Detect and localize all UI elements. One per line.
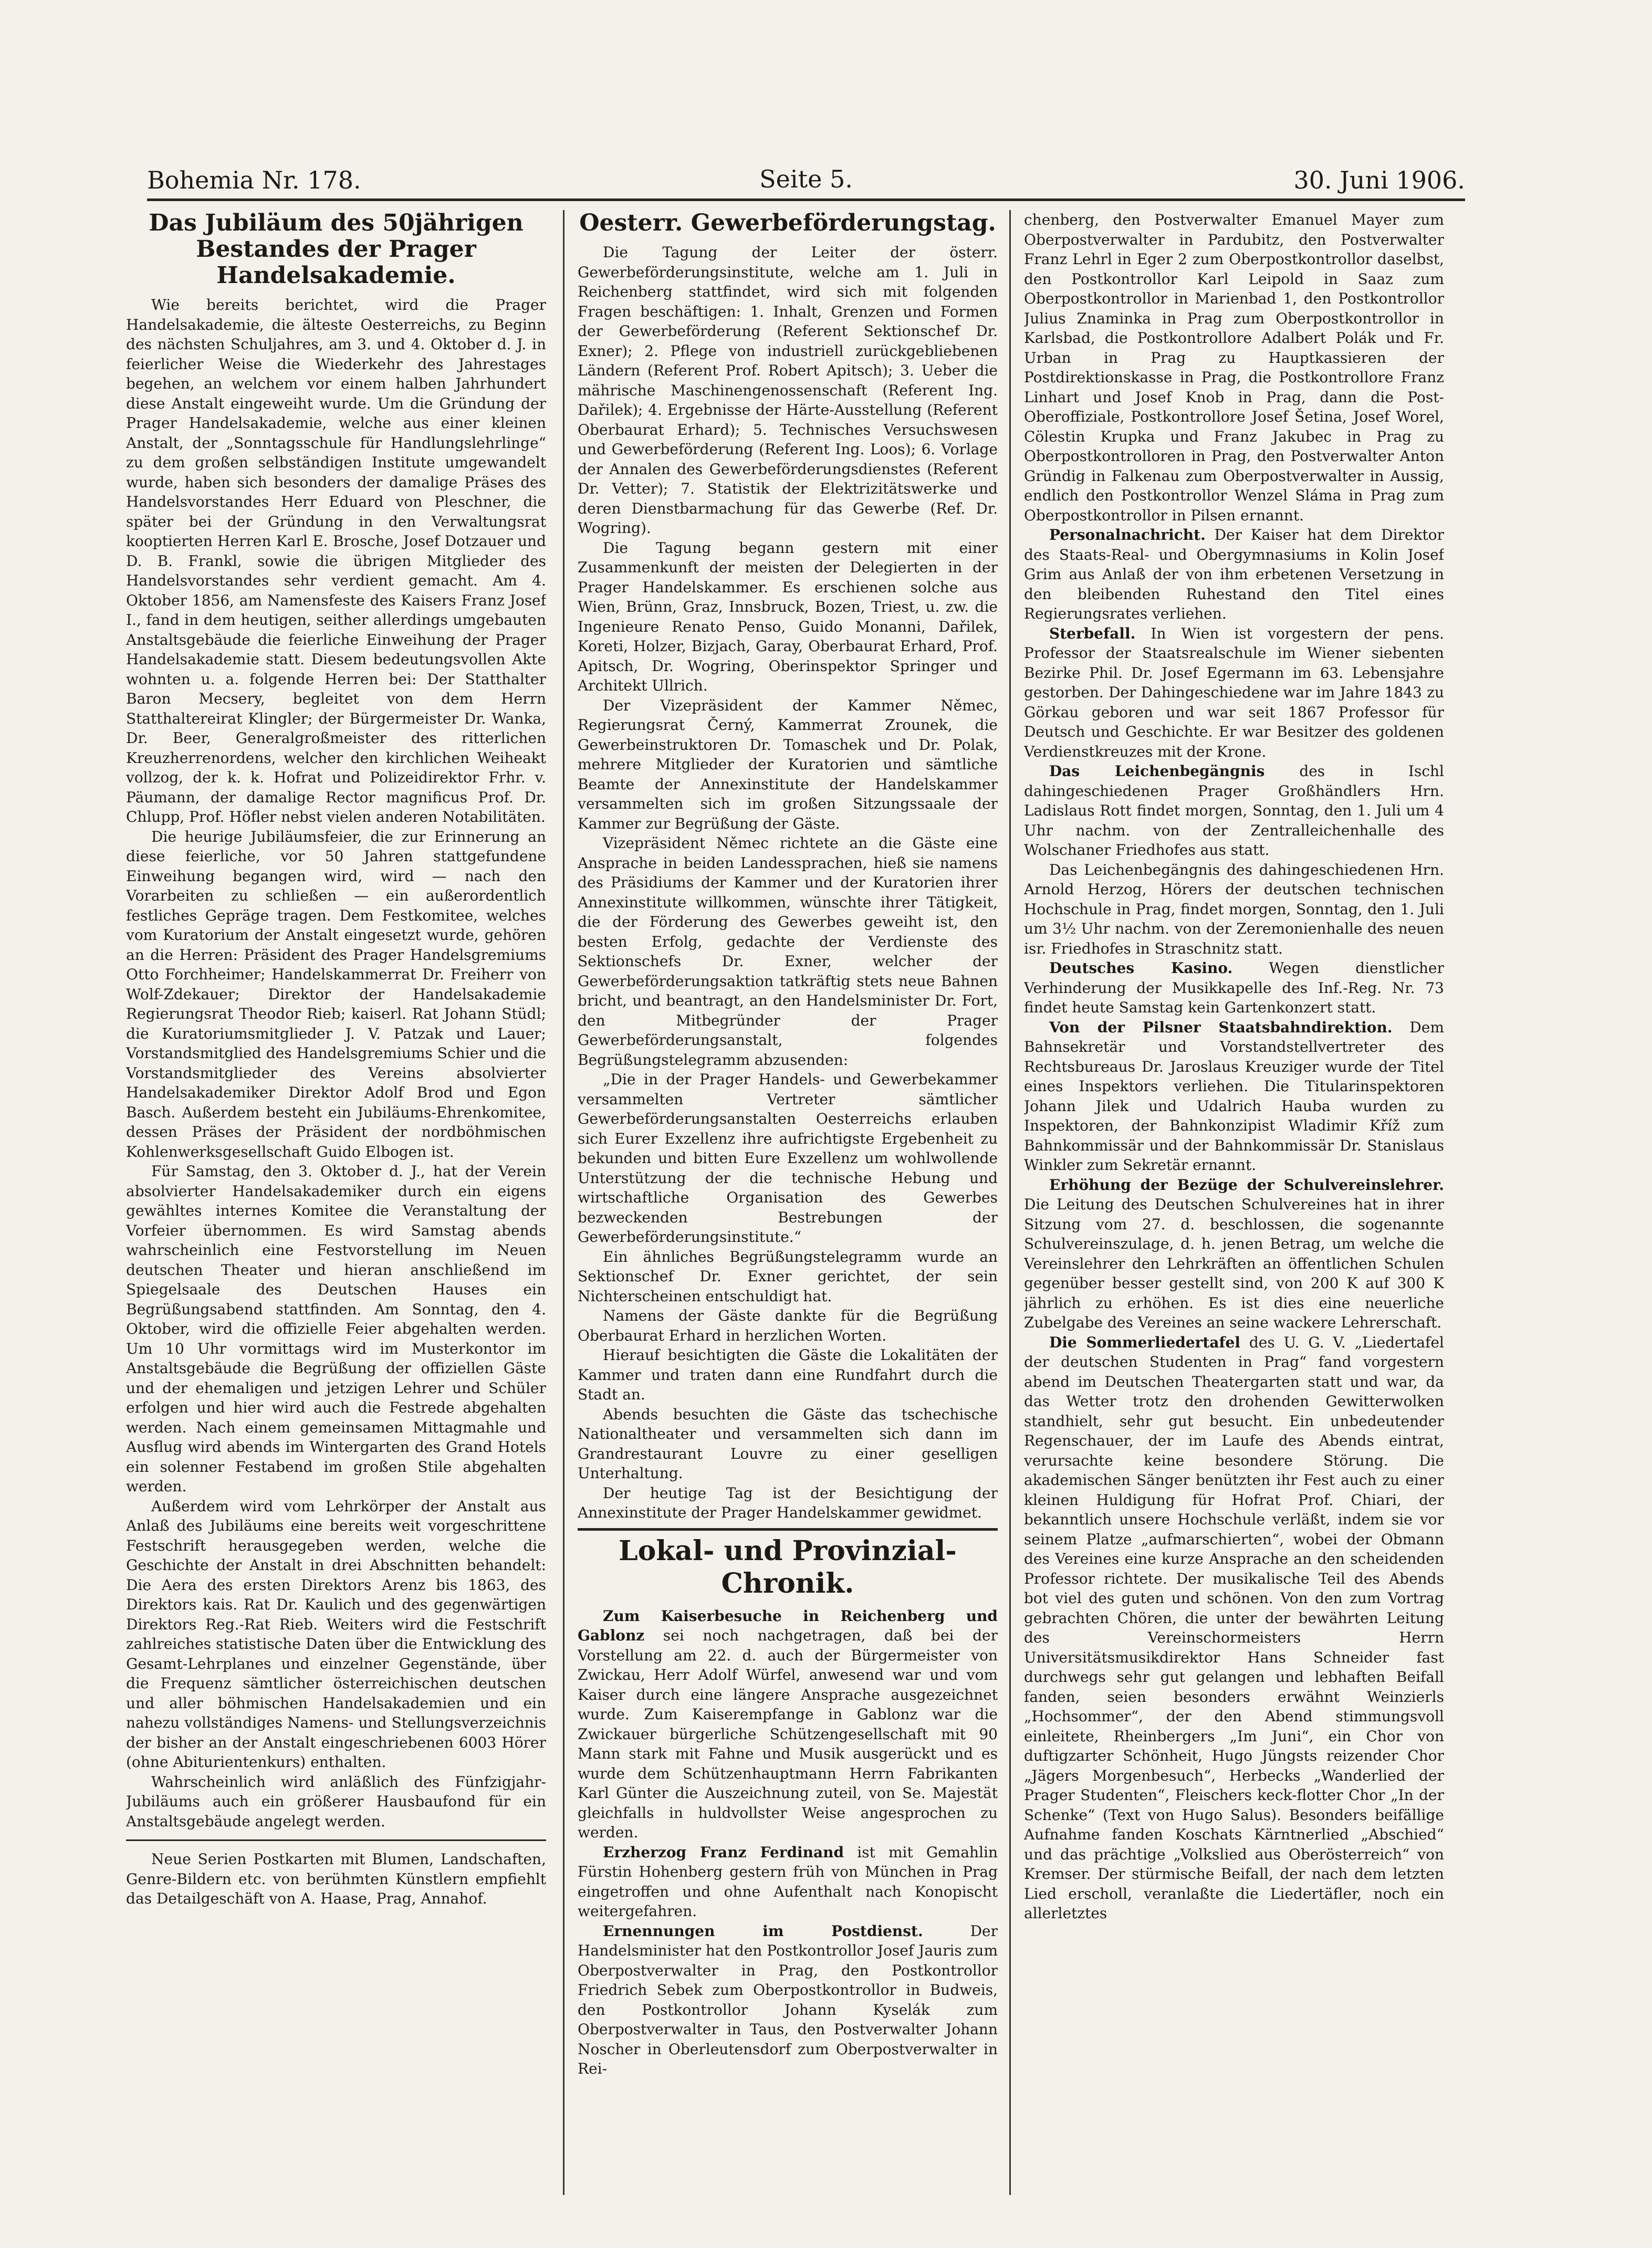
article-paragraph: Ein ähnliches Begrüßungstelegramm wurde an Sektionschef Dr. Exner gerichtet, der sein Nichterscheinen entschuldigt hat. xyxy=(578,1248,998,1305)
article-title: Das Jubiläum des 50jährigen Bestandes der Prager Handelsakademie. xyxy=(149,210,524,289)
article-paragraph: Abends besuchten die Gäste das tschechische Nationaltheater und versammelten sich dann im Grandrestaurant Louvre zu einer geselligen Unterhaltung. xyxy=(578,1405,998,1482)
column-1 xyxy=(126,210,546,2200)
news-item-body: Dem Bahnsekretär und Vorstandstellvertreter des Rechtsbureaus Dr. Jaroslaus Kreuziger wurde der Titel eines Inspektors verliehen. Die Titularinspektoren Johann Jilek und Udalrich Hauba wurden zu Inspektoren, der Bahnkonzipist Wladimir Kříž zum Bahnkommissär und der Bahnkommissär Dr. Stanislaus Winkler zum Sekretär ernannt. xyxy=(1024,1018,1444,1174)
news-item-body: sei noch nachgetragen, daß bei der Vorstellung am 22. d. auch der Bürgermeister von Zwickau, Herr Adolf Würfel, anwesend war und vom Kaiser durch eine längere Ansprache ausgezeichnet wurde. Zum Kaiserempfange in Gablonz war die Zwickauer bürgerliche Schützengesellschaft mit 90 Mann stark mit Fahne und Musik ausgerückt und es wurde dem Schützenhauptmann Herrn Fabrikanten Karl Günter die Auszeichnung zuteil, von Se. Majestät gleichfalls in huldvollster Weise angesprochen zu werden. xyxy=(578,1627,998,1841)
article-paragraph: Die Tagung begann gestern mit einer Zusammenkunft der meisten der Delegierten in der Prager Handelskammer. Es erschienen solche aus Wien, Brünn, Graz, Innsbruck, Bozen, Triest, u. zw. die Ingenieure Renato Penso, Guido Monanni, Dařilek, Koreti, Holzer, Bizjach, Garay, Oberbaurat Erhard, Prof. Apitsch, Dr. Wogring, Oberinspektor Springer und Architekt Ullrich. xyxy=(578,539,998,694)
article-quote: „Die in der Prager Handels- und Gewerbekammer versammelten Vertreter sämtlicher Gewerbeförderungsanstalten Oesterreichs erlauben sich Eurer Exzellenz ihre aufrichtigste Ergebenheit zu bekunden und bitten Eure Exzellenz um wohlwollende Unterstützung der die technische Hebung und wirtschaftliche Organisation des Gewerbes bezweckenden Bestrebungen der Gewerbeförderungsinstitute.“ xyxy=(578,1071,998,1246)
news-item xyxy=(1024,958,1444,1018)
news-item xyxy=(1024,1333,1444,1923)
news-item xyxy=(1024,1018,1444,1175)
news-item xyxy=(578,1921,998,2079)
header-page-number: Seite 5. xyxy=(759,165,853,193)
header-issue: Bohemia Nr. 178. xyxy=(147,166,361,194)
article-paragraph: Die Tagung der Leiter der österr. Gewerbeförderungsinstitute, welche am 1. Juli in Reichenberg stattfindet, wird sich mit folgenden Fragen beschäftigen: 1. Inhalt, Grenzen und Formen der Gewerbeförderung (Referent Sektionschef Dr. Exner); 2. Pflege von industriell zurückgebliebenen Ländern (Referent Prof. Robert Apitsch); 3. Ueber die mährische Maschinengenossenschaft (Referent Ing. Dařilek); 4. Ergebnisse der Härte-Ausstellung (Referent Oberbaurat Erhard); 5. Technisches Versuchswesen und Gewerbeförderung (Referent Ing. Loos); 6. Vorlage der Annalen des Gewerbeförderungsdienstes (Referent Dr. Vetter); 7. Statistik der Elektrizitätswerke und deren Dienstbarmachung für das Gewerbe (Ref. Dr. Wogring). xyxy=(578,244,998,537)
news-item-heading: Die Sommerliedertafel xyxy=(1049,1333,1240,1351)
news-item-body: In Wien ist vorgestern der pens. Professor der Staatsrealschule im Wiener siebenten Bezirke Phil. Dr. Josef Egermann im 63. Lebensjahre gestorben. Der Dahingeschiedene war im Jahre 1843 zu Görkau geboren und war seit 1867 Professor für Deutsch und Geschichte. Er war Besitzer des goldenen Verdienstkreuzes mit der Krone. xyxy=(1024,624,1444,760)
page-header xyxy=(147,152,1465,201)
news-item-heading: Sterbefall. xyxy=(1049,624,1136,642)
news-item xyxy=(1024,761,1444,860)
news-item xyxy=(578,1843,998,1921)
news-item-body: ist mit Gemahlin Fürstin Hohenberg gestern früh von München in Prag eingetroffen und ohne Aufenthalt nach Konopischt weitergefahren. xyxy=(578,1843,998,1920)
news-item-body: Der Handelsminister hat den Postkontrollor Josef Jauris zum Oberpostverwalter in Prag, den Postkontrollor Friedrich Sebek zum Oberpostkontrollor in Budweis, den Postkontrollor Johann Kyselák zum Oberpostverwalter in Taus, den Postverwalter Johann Noscher in Oberleutensdorf zum Oberpostverwalter in Rei- xyxy=(578,1922,998,2077)
news-item-heading: Zum Kaiserbesuche in Reichenberg und Gablonz xyxy=(578,1607,998,1644)
article-title: Oesterr. Gewerbeförderungstag. xyxy=(579,210,996,236)
news-item-body: Die Leitung des Deutschen Schulvereines hat in ihrer Sitzung vom 27. d. beschlossen, die sogenannte Schulvereinszulage, d. h. jenen Betrag, um welche die Vereinslehrer den Lehrkräften an öffentlichen Schulen gegenüber besser gestellt sind, von 200 K auf 300 K jährlich zu erhöhen. Es ist dies eine neuerliche Zubelgabe des Vereines an seine wackere Lehrerschaft. xyxy=(1024,1196,1444,1331)
news-item-body: Wegen dienstlicher Verhinderung der Musikkapelle des Inf.-Reg. Nr. 73 findet heute Samstag kein Gartenkonzert statt. xyxy=(1024,959,1444,1016)
article-paragraph: Namens der Gäste dankte für die Begrüßung Oberbaurat Erhard in herzlichen Worten. xyxy=(578,1307,998,1344)
news-item-body: Der Kaiser hat dem Direktor des Staats-Real- und Obergymnasiums in Kolin Josef Grim aus Anlaß der von ihm erbetenen Versetzung in den bleibenden Ruhestand den Titel eines Regierungsrates verliehen. xyxy=(1024,526,1444,622)
news-item xyxy=(1024,624,1444,762)
section-divider xyxy=(126,1839,546,1841)
article-paragraph: Die heurige Jubiläumsfeier, die zur Erinnerung an diese feierliche, vor 50 Jahren stattgefundene Einweihung begangen wird, wird — nach den Vorarbeiten zu schließen — ein außerordentlich festliches Gepräge tragen. Dem Festkomitee, welches vom Kuratorium der Anstalt eingesetzt wurde, gehören an die Herren: Präsident des Prager Handelsgremiums Otto Forchheimer; Handelskammerrat Dr. Freiherr von Wolf-Zdekauer; Direktor der Handelsakademie Regierungsrat Theodor Rieb; kaiserl. Rat Johann Stüdl; die Kuratoriumsmitglieder J. V. Patzak und Lauer; Vorstandsmitglied des Handelsgremiums Schier und die Vorstandsmitglieder des Vereins absolvierter Handelsakademiker Direktor Adolf Brod und Egon Basch. Außerdem besteht ein Jubiläums-Ehrenkomitee, dessen Präses der Präsident der nordböhmischen Kohlenwerksgesellschaft Guido Elbogen ist. xyxy=(126,828,546,1160)
column-3 xyxy=(1024,210,1444,2200)
column-2 xyxy=(578,210,998,2200)
news-item-body: des U. G. V. „Liedertafel der deutschen Studenten in Prag“ fand vorgestern abend im Deutschen Theatergarten statt und war, da das Wetter trotz den drohenden Gewitterwolken standhielt, sehr gut besucht. Ein unbedeutender Regenschauer, der im Laufe des Abends eintrat, verursachte keine besondere Störung. Die akademischen Sänger benützten ihr Fest auch zu einer kleinen Huldigung für Hofrat Prof. Chiari, der bekanntlich unsere Hochschule verläßt, indem sie vor seinem Platze „aufmarschierten“, wobei der Obmann des Vereines eine kurze Ansprache an den scheidenden Professor richtete. Der musikalische Teil des Abends bot viel des guten und schönen. Von den zum Vortrag gebrachten Chören, die unter der bewährten Leitung des Vereinschormeisters Herrn Universitätsmusikdirektor Hans Schneider fast durchwegs sehr gut gelangen und lebhaften Beifall fanden, seien besonders erwähnt Weinzierls „Hochsommer“, der den Abend stimmungsvoll einleitete, Rheinbergers „Im Juni“, ein Chor von duftigzarter Schönheit, Hugo Jüngsts reizender Chor „Jägers Morgenbesuch“, Herbecks „Wanderlied der Prager Studenten“, Fleischers keck-flotter Chor „In der Schenke“ (Text von Hugo Salus). Besonders beifällige Aufnahme fanden Koschats Kärntnerlied „Abschied“ und das prächtige „Volkslied aus Oberösterreich“ von Kremser. Der stürmische Beifall, der nach dem letzten Lied erscholl, veranlaßte die Liedertäfler, noch ein allerletztes xyxy=(1024,1333,1444,1922)
article-paragraph: Das Leichenbegängnis des dahingeschiedenen Hrn. Arnold Herzog, Hörers der deutschen technischen Hochschule in Prag, findet morgen, Sonntag, den 1. Juli um 3½ Uhr nachm. von der Zeremonienhalle des neuen isr. Friedhofes in Straschnitz statt. xyxy=(1024,861,1444,957)
article-paragraph: Der heutige Tag ist der Besichtigung der Annexinstitute der Prager Handelskammer gewidmet. xyxy=(578,1484,998,1521)
news-item xyxy=(578,1606,998,1843)
news-item-heading: Personalnachricht. xyxy=(1049,526,1206,543)
news-item xyxy=(1024,1175,1444,1333)
news-item-heading: Deutsches Kasino. xyxy=(1049,959,1233,977)
article-paragraph: Für Samstag, den 3. Oktober d. J., hat der Verein absolvierter Handelsakademiker durch ein eigens gewähltes internes Komitee die Veranstaltung der Vorfeier übernommen. Es wird Samstag abends wahrscheinlich eine Festvorstellung im Neuen deutschen Theater und hieran anschließend im Spiegelsaale des Deutschen Hauses ein Begrüßungsabend stattfinden. Am Sonntag, den 4. Oktober, wird die offizielle Feier abgehalten werden. Um 10 Uhr vormittags wird im Musterkontor im Anstaltsgebäude die Begrüßung der offiziellen Gäste und der ehemaligen und jetzigen Lehrer und Schüler erfolgen und hier wird auch die Festrede abgehalten werden. Nach einem gemeinsamen Mittagmahle und Ausflug wird abends im Wintergarten des Grand Hotels ein solenner Festabend im großen Stile abgehalten werden. xyxy=(126,1163,546,1495)
column-rule xyxy=(563,210,564,2195)
news-item-heading: Ernennungen im Postdienst. xyxy=(603,1922,923,1940)
article-paragraph: Hierauf besichtigten die Gäste die Lokalitäten der Kammer und traten dann eine Rundfahrt durch die Stadt an. xyxy=(578,1346,998,1403)
article-paragraph: Vizepräsident Němec richtete an die Gäste eine Ansprache in beiden Landessprachen, hieß sie namens des Präsidiums der Kammer und der Kuratorien ihrer Annexinstitute willkommen, wünschte ihrer Tätigkeit, die der Förderung des Gewerbes geweiht ist, den besten Erfolg, gedachte der Verdienste des Sektionschefs Dr. Exner, welcher der Gewerbeförderungsaktion tatkräftig stets neue Bahnen bricht, und beantragt, an den Handelsminister Dr. Fort, den Mitbegründer der Prager Gewerbeförderungsanstalt, folgendes Begrüßungstelegramm abzusenden: xyxy=(578,834,998,1069)
advertisement: Neue Serien Postkarten mit Blumen, Landschaften, Genre-Bildern etc. von berühmten Künstlern empfiehlt das Detailgeschäft von A. Haase, Prag, Annahof. xyxy=(126,1850,546,1907)
news-item xyxy=(1024,525,1444,624)
column-rule xyxy=(1009,210,1011,2195)
section-title: Lokal- und Provinzial-Chronik. xyxy=(578,1528,998,1600)
article-paragraph: Außerdem wird vom Lehrkörper der Anstalt aus Anlaß des Jubiläums eine bereits weit vorgeschrittene Festschrift herausgegeben werden, welche die Geschichte der Anstalt in drei Abschnitten behandelt: Die Aera des ersten Direktors Arenz bis 1863, des Direktors kais. Rat Dr. Kaulich und des gegenwärtigen Direktors Reg.-Rat Rieb. Weiters wird die Festschrift zahlreiches statistische Daten über die Entwicklung des Gesamt-Lehrplanes und einzelner Gegenstände, über die Frequenz sämtlicher österreichischen deutschen und aller böhmischen Handelsakademien und ein nahezu vollständiges Namens- und Stellungsverzeichnis der bisher an der Anstalt eingeschriebenen 6003 Hörer (ohne Abiturientenkurs) enthalten. xyxy=(126,1497,546,1771)
article-paragraph: chenberg, den Postverwalter Emanuel Mayer zum Oberpostverwalter in Pardubitz, den Postverwalter Franz Lehrl in Eger 2 zum Oberpostkontrollor daselbst, den Postkontrollor Karl Leipold in Saaz zum Oberpostkontrollor in Marienbad 1, den Postkontrollor Julius Znaminka in Prag zum Oberpostkontrollor in Karlsbad, die Postkontrollore Adalbert Polák und Fr. Urban in Prag zu Hauptkassieren der Postdirektionskasse in Prag, die Postkontrollore Franz Linhart und Josef Knob in Prag, dann die Post-Oberoffiziale, Postkontrollore Josef Šetina, Josef Worel, Cölestin Krupka und Franz Jakubec in Prag zu Oberpostkontrolloren in Prag, den Postverwalter Anton Gründig in Falkenau zum Oberpostverwalter in Aussig, endlich den Postkontrollor Wenzel Sláma in Prag zum Oberpostkontrollor in Pilsen ernannt. xyxy=(1024,211,1444,524)
news-item-body: des in Ischl dahingeschiedenen Prager Großhändlers Hrn. Ladislaus Rott findet morgen, Sonntag, den 1. Juli um 4 Uhr nachm. von der Zentralleichenhalle des Wolschaner Friedhofes aus statt. xyxy=(1024,762,1444,859)
article-paragraph: Der Vizepräsident der Kammer Němec, Regierungsrat Černý, Kammerrat Zrounek, die Gewerbeinstruktoren Dr. Tomaschek und Dr. Polak, mehrere Mitglieder der Kuratorien und sämtliche Beamte der Annexinstitute der Handelskammer versammelten sich im großen Sitzungssaale der Kammer zur Begrüßung der Gäste. xyxy=(578,696,998,832)
news-item-heading: Erhöhung der Bezüge der Schulvereinslehrer. xyxy=(1049,1176,1444,1194)
article-paragraph: Wahrscheinlich wird anläßlich des Fünfzigjahr-Jubiläums auch ein größerer Hausbaufond für ein Anstaltsgebäude angelegt werden. xyxy=(126,1773,546,1830)
news-item-heading: Das Leichenbegängnis xyxy=(1049,762,1265,780)
header-date: 30. Juni 1906. xyxy=(1293,166,1465,194)
article-paragraph: Wie bereits berichtet, wird die Prager Handelsakademie, die älteste Oesterreichs, zu Beginn des nächsten Schuljahres, am 3. und 4. Oktober d. J. in feierlicher Weise die Wiederkehr des Jahrestages begehen, an welchem vor einem halben Jahrhundert diese Anstalt eingeweiht wurde. Um die Gründung der Prager Handelsakademie, welche aus einer kleinen Anstalt, der „Sonntagsschule für Handlungslehrlinge“ zu dem großen selbständigen Institute umgewandelt wurde, haben sich besonders der damalige Präses des Handelsvorstandes Herr Eduard von Pleschner, die später bei der Gründung in den Verwaltungsrat kooptierten Herren Karl E. Brosche, Josef Dotzauer und D. B. Frankl, sowie die übrigen Mitglieder des Handelsvorstandes sehr verdient gemacht. Am 4. Oktober 1856, am Namensfeste des Kaisers Franz Josef I., fand in dem heutigen, seither allerdings umgebauten Anstaltsgebäude die feierliche Einweihung der Prager Handelsakademie statt. Diesem bedeutungsvollen Akte wohnten u. a. folgende Herren bei: Der Statthalter Baron Mecsery, begleitet von dem Herrn Statthaltereirat Klingler; der Bürgermeister Dr. Wanka, Dr. Beer, Generalgroßmeister des ritterlichen Kreuzherrenordens, welcher den kirchlichen Weiheakt vollzog, der k. k. Hofrat und Polizeidirektor Frhr. v. Päumann, der damalige Rector magnificus Prof. Dr. Chlupp, Prof. Höfler nebst vielen anderen Notabilitäten. xyxy=(126,296,546,825)
news-item-heading: Erzherzog Franz Ferdinand xyxy=(603,1843,844,1861)
news-item-heading: Von der Pilsner Staatsbahndirektion. xyxy=(1049,1018,1393,1036)
